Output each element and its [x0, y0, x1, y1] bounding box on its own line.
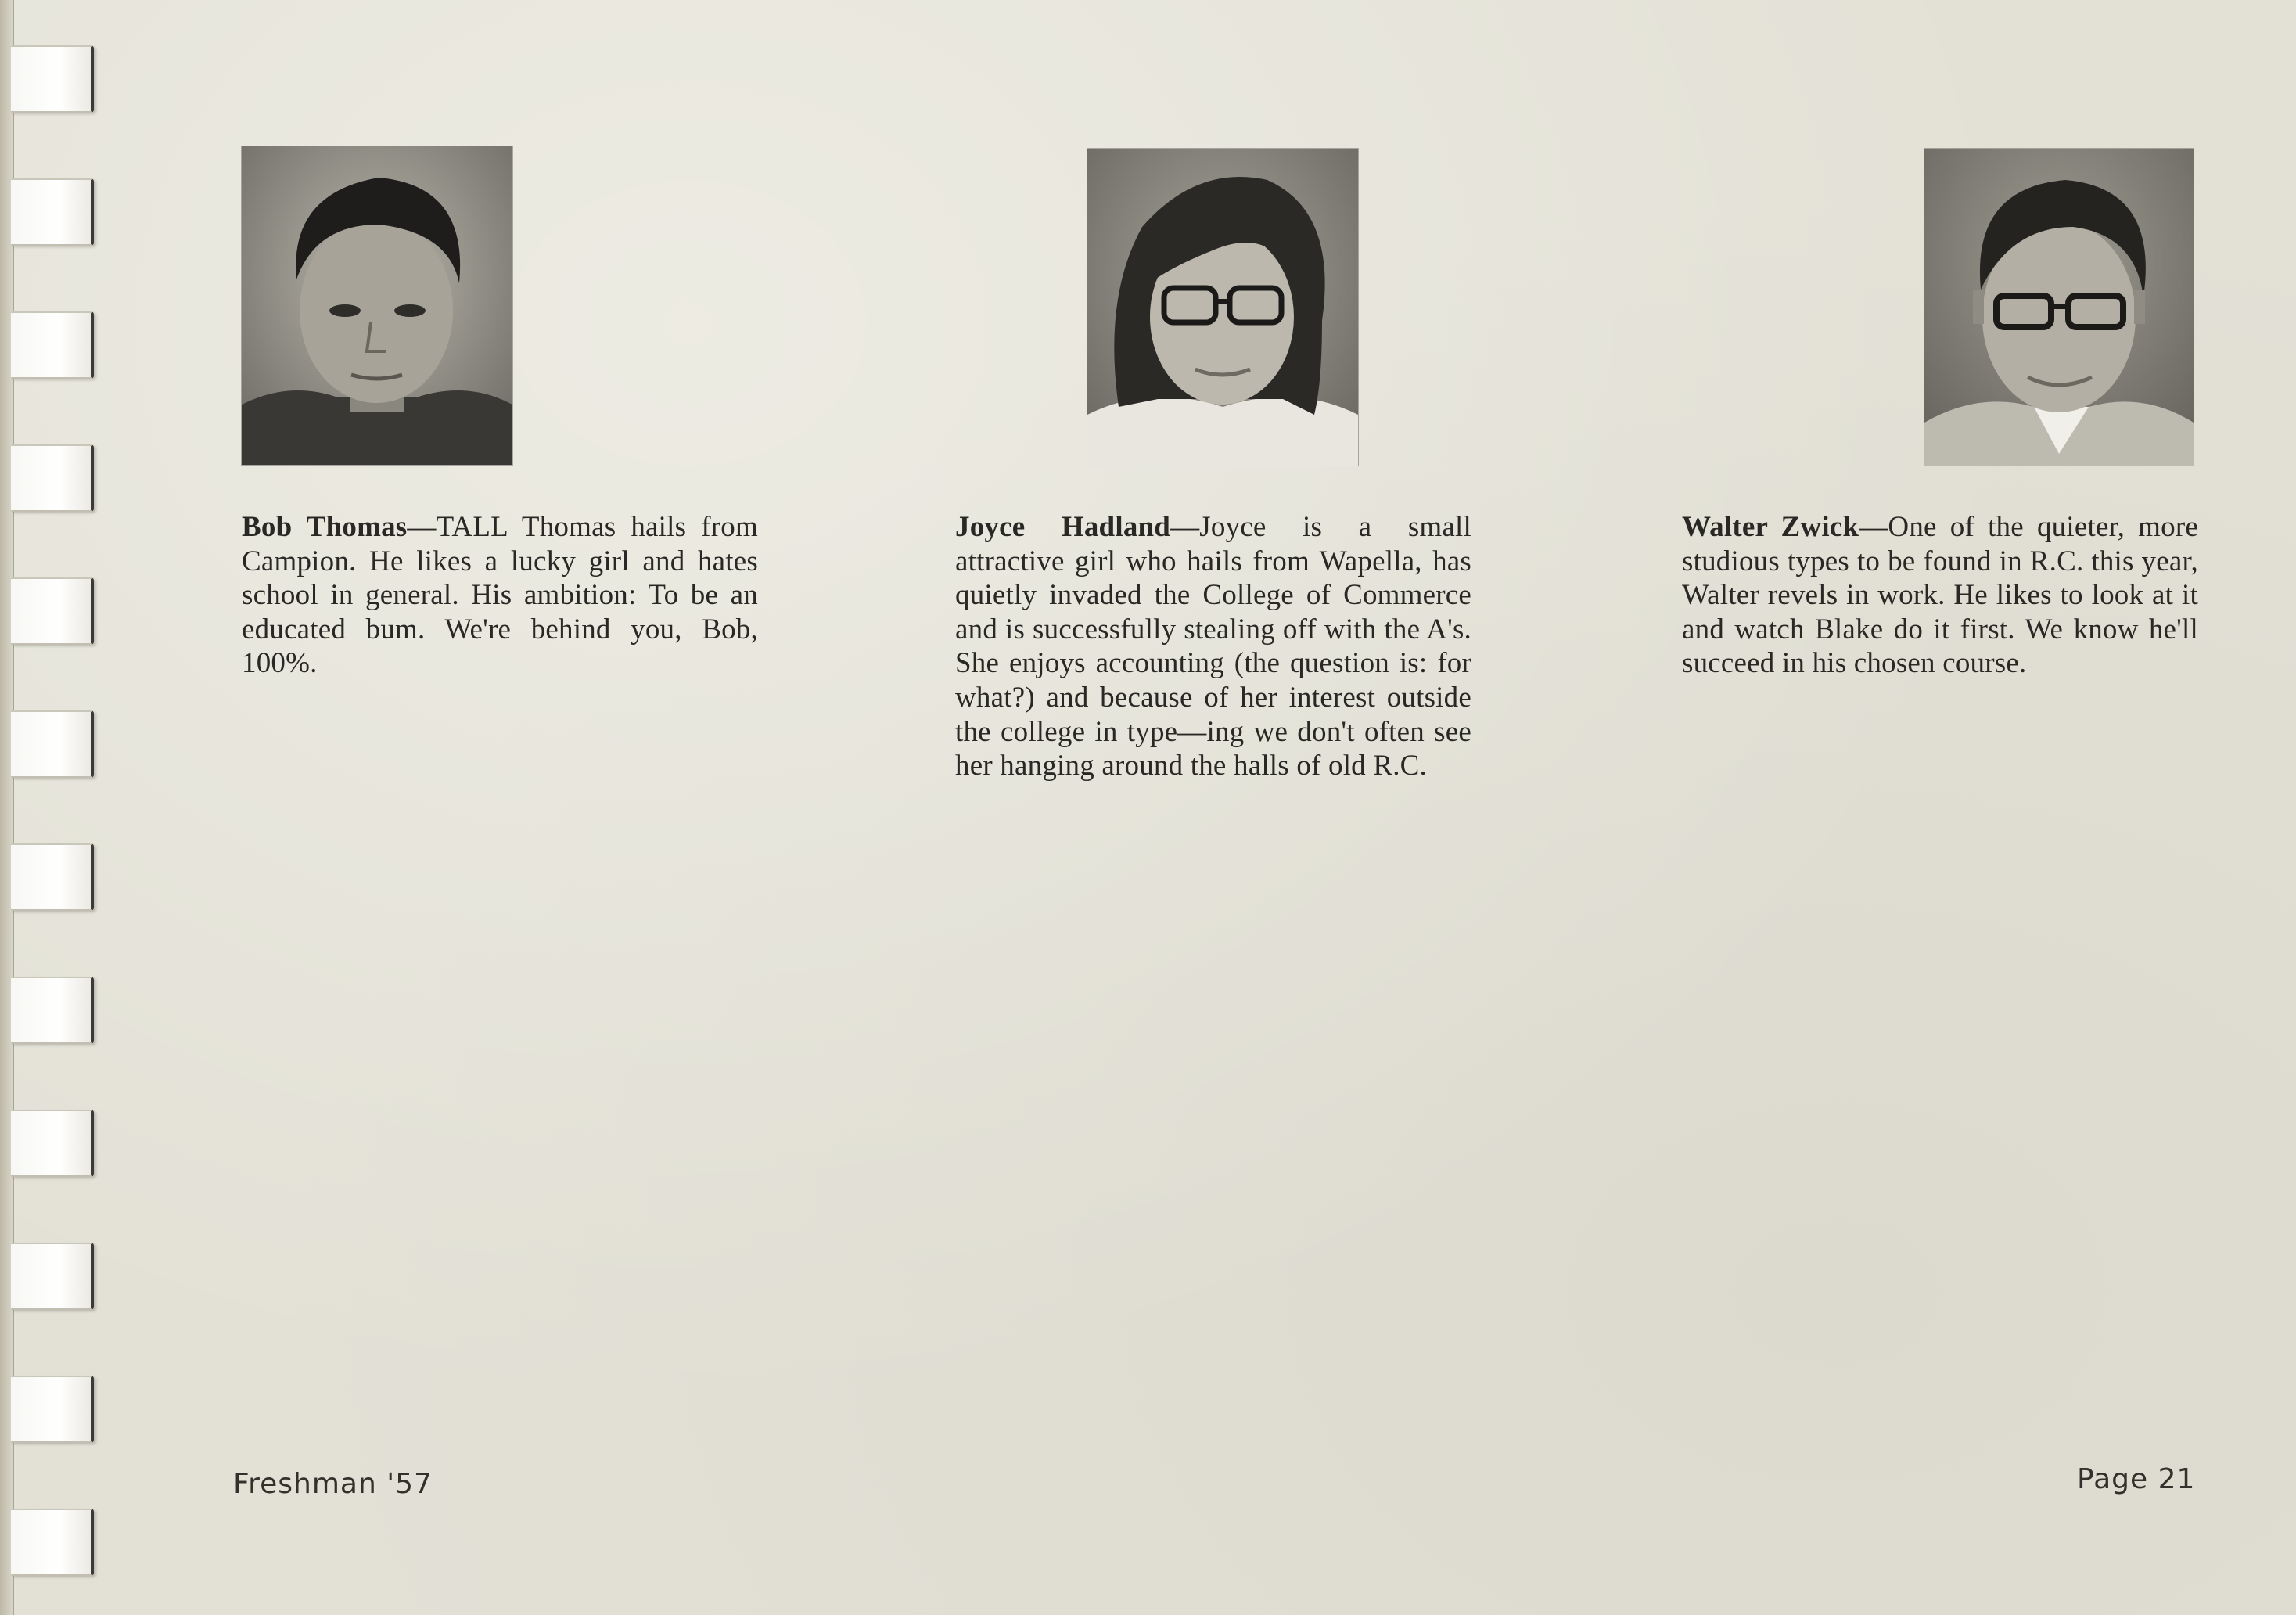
footer-left: Freshman '57: [233, 1468, 433, 1500]
spiral-binding: [0, 0, 102, 1615]
binding-ring: [11, 977, 94, 1044]
portrait-photo-walter-zwick: [1924, 149, 2194, 466]
binding-ring: [11, 577, 94, 645]
binding-ring: [11, 1110, 94, 1177]
person-name: Joyce Hadland: [955, 511, 1171, 543]
binding-ring: [11, 45, 94, 113]
binding-ring: [11, 1509, 94, 1576]
binding-ring: [11, 444, 94, 512]
bio-bob-thomas: [242, 510, 758, 681]
binding-ring: [11, 178, 94, 246]
page-number: Page 21: [2077, 1463, 2196, 1495]
portrait-photo-bob-thomas: [242, 146, 512, 465]
bio-text: —TALL Thomas hails from Campion. He likes a lucky girl and hates school in general. His ambition: To be an educated bum. We're behind you, Bob, 100%.: [242, 511, 758, 680]
person-name: Bob Thomas: [242, 511, 408, 543]
binding-ring: [11, 710, 94, 778]
binding-ring: [11, 1243, 94, 1310]
bio-joyce-hadland: [955, 510, 1471, 783]
binding-ring: [11, 1376, 94, 1443]
binding-ring: [11, 843, 94, 911]
person-name: Walter Zwick: [1682, 511, 1859, 543]
binding-ring: [11, 311, 94, 379]
portrait-photo-joyce-hadland: [1087, 149, 1358, 466]
bio-text: —One of the quieter, more studious types to be found in R.C. this year, Walter revels in work. He likes to look at it and watch Blake do it first. We know he'll succeed in his chosen course.: [1682, 511, 2198, 680]
bio-walter-zwick: [1682, 510, 2198, 681]
bio-text: —Joyce is a small attractive girl who hails from Wapella, has quietly invaded the College of Commerce and is successfully stealing off with the A's. She enjoys accounting (the question is: for what?) and because of her interest outside the college in type—ing we don't often see her hanging around the halls of old R.C.: [955, 511, 1471, 782]
